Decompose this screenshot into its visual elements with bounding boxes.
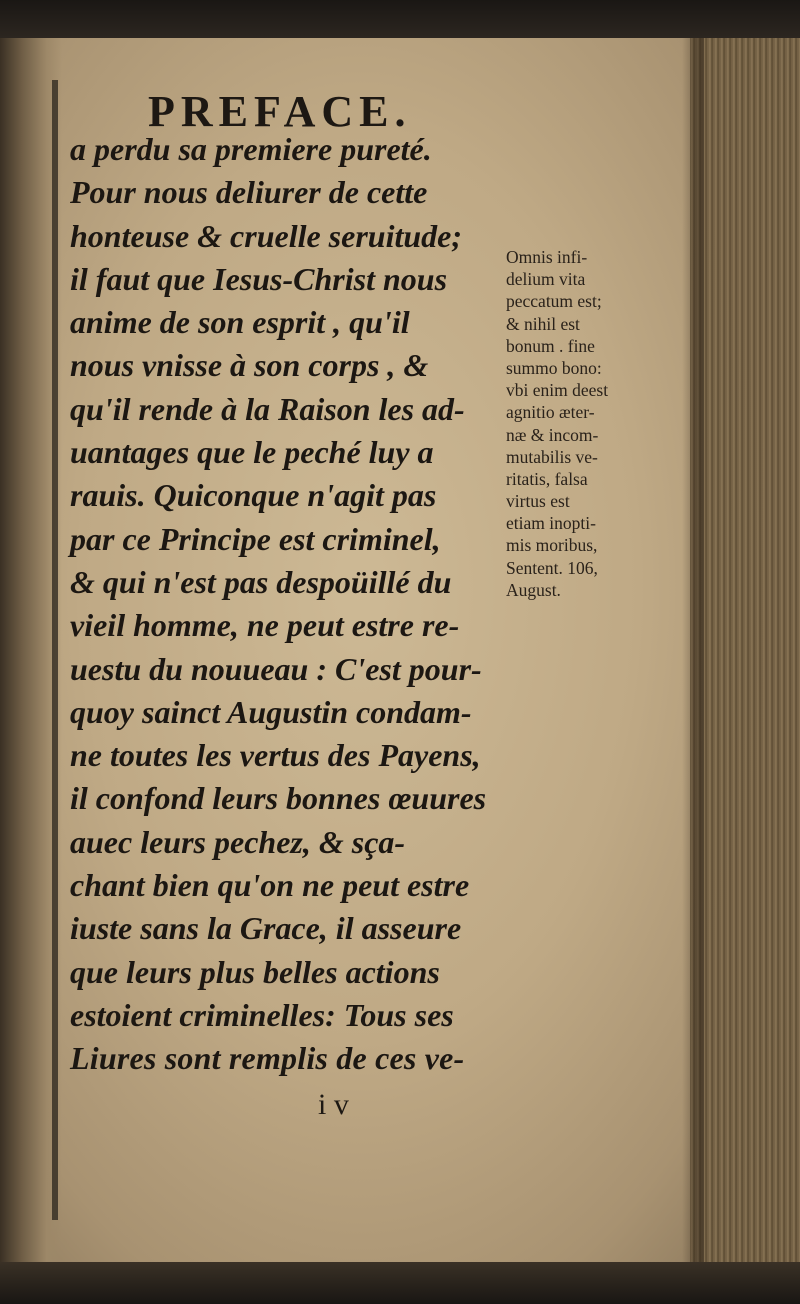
text-line: uestu du nouueau : C'est pour- [70,650,482,687]
main-text-block [70,128,500,1081]
text-line: vieil homme, ne peut estre re- [70,607,460,644]
text-line: nous vnisse à son corps , & [70,347,429,384]
margin-line: August. [506,579,561,600]
text-line: iuste sans la Grace, il asseure [70,910,462,947]
text-line: ne toutes les vertus des Payens, [70,737,481,774]
page-fore-edge [690,38,800,1268]
margin-line: & nihil est [506,313,580,334]
margin-line: Sentent. 106, [506,557,598,578]
text-line: auec leurs pechez, & sça- [70,823,406,860]
text-line: il confond leurs bonnes œuures [70,780,487,817]
text-line: par ce Principe est criminel, [70,520,441,557]
gutter-rule [52,80,58,1220]
margin-line: næ & incom- [506,424,599,445]
text-line: quoy sainct Augustin condam- [70,693,472,730]
margin-line: ritatis, falsa [506,468,588,489]
running-header: PREFACE. [148,87,412,136]
scan-top-shadow [0,0,800,38]
text-line: anime de son esprit , qu'il [70,304,410,341]
margin-line: etiam inopti- [506,513,596,534]
text-line: honteuse & cruelle seruitude; [70,217,463,254]
text-line: Pour nous deliurer de cette [70,174,428,211]
margin-line: agnitio æter- [506,402,595,423]
text-line: a perdu sa premiere pureté. [70,131,432,167]
text-line: & qui n'est pas despoüillé du [70,563,452,600]
text-line: Liures sont remplis de ces ve- [70,1040,465,1077]
margin-line: summo bono: [506,357,602,378]
margin-line: delium vita [506,269,586,290]
scan-bottom-shadow [0,1262,800,1304]
text-line: estoient criminelles: Tous ses [70,996,454,1033]
margin-line: peccatum est; [506,291,602,312]
signature-mark: i v [318,1088,349,1121]
text-line: il faut que Iesus-Christ nous [70,260,448,297]
margin-line: virtus est [506,491,570,512]
fore-edge-shade [682,38,704,1268]
marginal-note [506,246,682,601]
margin-line: bonum . fine [506,335,595,356]
margin-line: mis moribus, [506,535,598,556]
text-line: qu'il rende à la Raison les ad- [70,390,465,427]
margin-line: Omnis infi- [506,247,588,267]
margin-line: vbi enim deest [506,380,609,401]
margin-line: mutabilis ve- [506,446,598,467]
text-line: rauis. Quiconque n'agit pas [70,477,437,514]
text-line: chant bien qu'on ne peut estre [70,867,470,904]
text-line: que leurs plus belles actions [70,953,440,990]
text-line: uantages que le peché luy a [70,434,434,471]
